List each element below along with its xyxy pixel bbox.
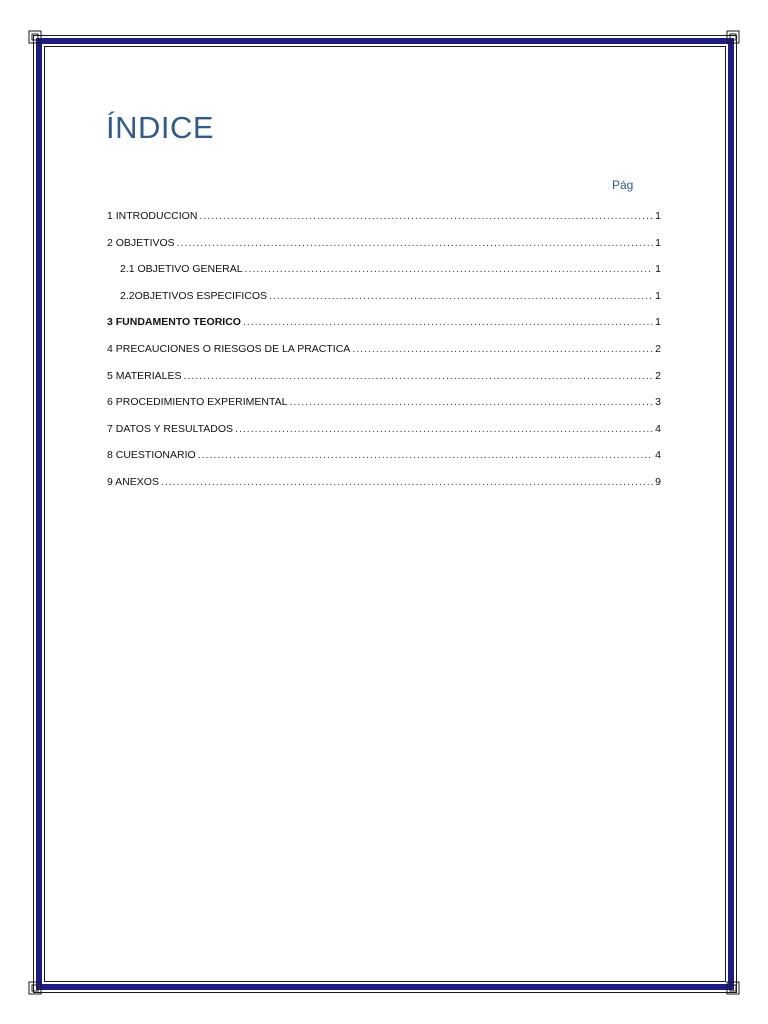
border-corner-ornament-icon xyxy=(726,30,740,44)
toc-entry-label: 4 PRECAUCIONES O RIESGOS DE LA PRACTICA xyxy=(107,342,351,355)
toc-dot-leader xyxy=(243,316,653,328)
toc-dot-leader xyxy=(235,423,653,435)
toc-entry-page-number: 2 xyxy=(655,342,661,355)
toc-entry[interactable] xyxy=(107,237,661,264)
toc-entry-label: 3 FUNDAMENTO TEORICO xyxy=(107,316,241,329)
toc-entry-page-number: 3 xyxy=(655,396,661,409)
toc-dot-leader xyxy=(245,263,654,275)
table-of-contents xyxy=(107,210,661,503)
toc-entry-page-number: 2 xyxy=(655,369,661,382)
toc-dot-leader xyxy=(199,210,653,222)
toc-entry-page-number: 1 xyxy=(655,289,661,302)
toc-entry-label: 6 PROCEDIMIENTO EXPERIMENTAL xyxy=(107,396,288,409)
toc-dot-leader xyxy=(289,396,653,408)
border-corner-ornament-icon xyxy=(28,981,42,995)
toc-entry-label: 7 DATOS Y RESULTADOS xyxy=(107,422,234,435)
toc-entry[interactable] xyxy=(107,210,661,237)
toc-entry[interactable] xyxy=(107,370,661,397)
border-corner-ornament-icon xyxy=(726,981,740,995)
toc-entry-label: 2 OBJETIVOS xyxy=(107,236,175,249)
toc-entry-label: 5 MATERIALES xyxy=(107,369,182,382)
toc-entry-label: 1 INTRODUCCION xyxy=(107,210,198,222)
toc-entry-label: 2.2OBJETIVOS ESPECIFICOS xyxy=(120,289,268,302)
toc-entry-label: 2.1 OBJETIVO GENERAL xyxy=(120,263,243,276)
toc-entry[interactable] xyxy=(107,449,661,476)
toc-entry-page-number: 1 xyxy=(655,316,661,329)
toc-dot-leader xyxy=(269,290,653,302)
toc-entry[interactable] xyxy=(107,476,661,503)
toc-dot-leader xyxy=(161,476,653,488)
toc-entry-label: 9 ANEXOS xyxy=(107,475,159,488)
toc-entry[interactable] xyxy=(107,316,661,343)
toc-entry-label: 8 CUESTIONARIO xyxy=(107,449,196,462)
toc-dot-leader xyxy=(352,343,653,355)
toc-entry[interactable] xyxy=(107,290,661,317)
toc-dot-leader xyxy=(177,237,653,249)
toc-entry[interactable] xyxy=(107,343,661,370)
page-column-label: Pág xyxy=(612,178,634,192)
toc-dot-leader xyxy=(184,370,654,382)
toc-entry-page-number: 1 xyxy=(655,210,661,222)
toc-entry[interactable] xyxy=(107,263,661,290)
toc-entry-page-number: 1 xyxy=(655,236,661,249)
toc-dot-leader xyxy=(198,449,653,461)
toc-entry-page-number: 1 xyxy=(655,263,661,276)
border-corner-ornament-icon xyxy=(28,30,42,44)
toc-entry-page-number: 9 xyxy=(655,475,661,488)
toc-entry[interactable] xyxy=(107,423,661,450)
toc-entry-page-number: 4 xyxy=(655,422,661,435)
toc-entry-page-number: 4 xyxy=(655,449,661,462)
page-title: ÍNDICE xyxy=(106,110,215,145)
toc-entry[interactable] xyxy=(107,396,661,423)
